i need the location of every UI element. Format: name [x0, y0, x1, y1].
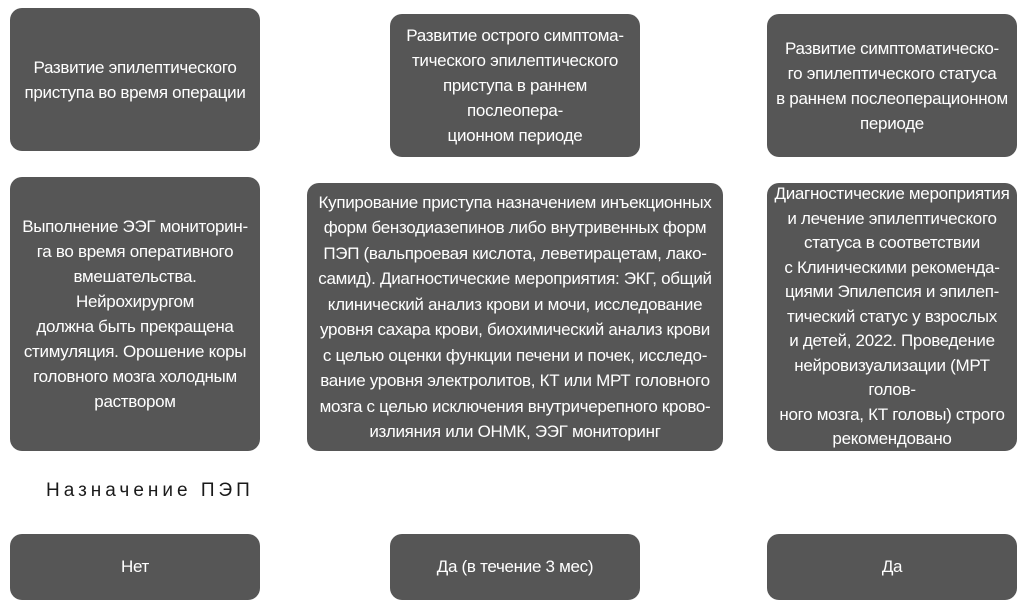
- intraoperative-seizure-text: Развитие эпилептического приступа во время операции: [24, 57, 246, 102]
- aed-answer-yes-3mo-box: [390, 534, 640, 600]
- aed-answer-no-text: Нет: [120, 557, 150, 576]
- aed-prescription-label: Назначение ПЭП: [46, 480, 254, 501]
- intraoperative-management-text: Выполнение ЭЭГ мониторин- га во время оперативного вмешательства. Нейрохирургом должна быть прекращена стимуляция. Орошение коры головного мозга холодным раствором: [22, 217, 248, 411]
- aed-answer-yes-text: Да: [881, 557, 903, 576]
- acute-seizure-management-text: Купирование приступа назначением инъекционных форм бензодиазепинов либо внутривенных форм ПЭП (вальпроевая кислота, леветирацетам, лако- самид). Диагностические мероприятия: ЭКГ, общий клинический анализ крови и мочи, исследование уровня сахара крови, биохимический анализ крови с целью оценки функции печени и почек, исследо- вание уровня электролитов, КТ или МРТ головного мозга с целью исключения внутричерепного крово- излияния или ОНМК, ЭЭГ мониторинг: [318, 192, 712, 441]
- acute-symptomatic-seizure-text: Развитие острого симптома- тического эпилептического приступа в раннем послеопера- ционном периоде: [406, 26, 624, 145]
- aed-answer-no-box: [10, 534, 260, 600]
- status-management-box: [767, 183, 1017, 451]
- acute-symptomatic-seizure-box: [390, 14, 640, 157]
- aed-answer-yes-3mo-text: Да (в течение 3 мес): [436, 557, 594, 576]
- aed-answer-yes-box: [767, 534, 1017, 600]
- acute-seizure-management-box: [307, 183, 723, 451]
- status-management-text: Диагностические мероприятия и лечение эпилептического статуса в соответствии с Клиническими рекоменда- циями Эпилепсия и эпилеп- тический статус у взрослых и детей, 2022. Проведение нейровизуализации (МРТ голов- ного мозга, КТ головы) строго рекомендовано: [774, 184, 1010, 449]
- status-epilepticus-text: Развитие симптоматическо- го эпилептического статуса в раннем послеоперационном периоде: [776, 38, 1008, 133]
- status-epilepticus-box: [767, 14, 1017, 157]
- intraoperative-seizure-box: [10, 8, 260, 151]
- intraoperative-management-box: [10, 177, 260, 451]
